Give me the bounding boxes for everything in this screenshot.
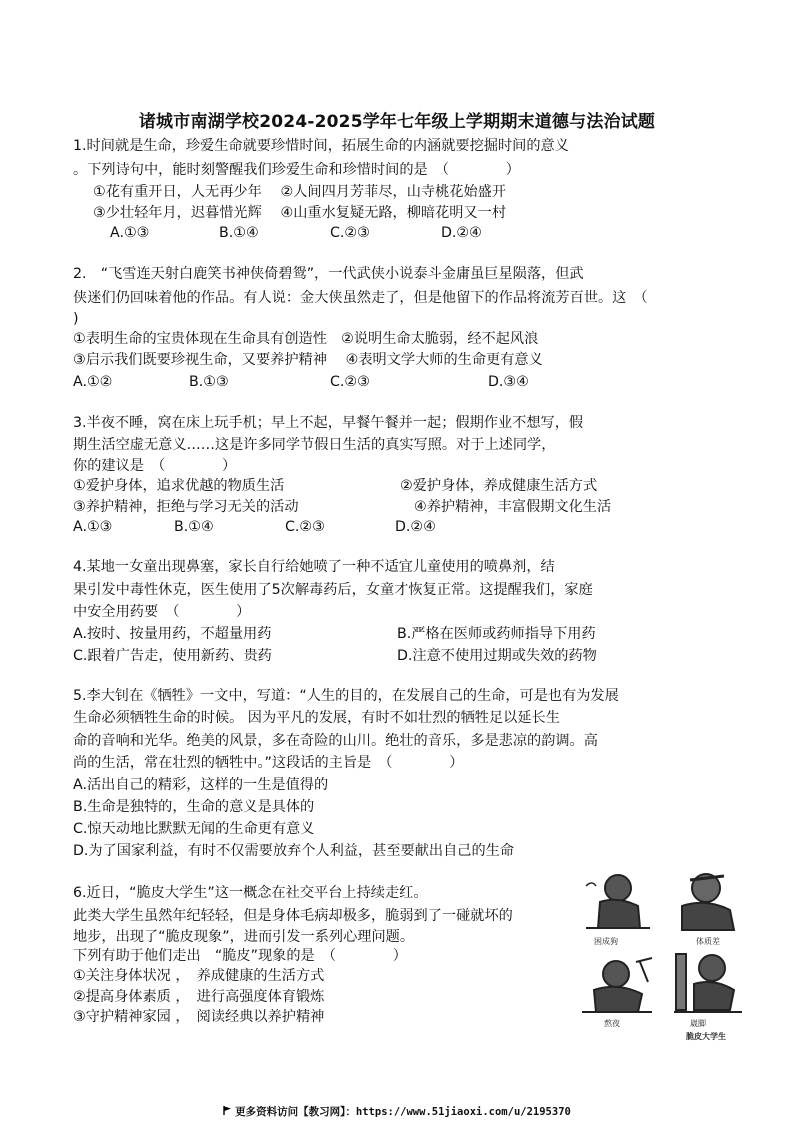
q3-option-4: ④养护精神，丰富假期文化生活 — [414, 499, 612, 515]
q2-stem-line-2: 侠迷们仍回味着他的作品。有人说：金大侠虽然走了，但是他留下的作品将流芳百世。这 （ — [73, 290, 648, 306]
q1-choice-c: C.②③ — [330, 225, 370, 241]
q2-options-1-2: ①表明生命的宝贵体现在生命具有创造性 ②说明生命太脆弱，经不起风浪 — [73, 331, 539, 347]
q3-stem-line-3: 你的建议是 （ ） — [73, 458, 237, 474]
q3-stem-line-2: 期生活空虚无意义……这是许多同学节假日生活的真实写照。对于上述同学， — [73, 437, 556, 453]
cartoon-caption-1: 困成狗 — [594, 937, 618, 946]
q3-choice-c: C.②③ — [285, 519, 325, 535]
q5-stem-line-2: 生命必须牺牲生命的时候。 因为平凡的发展，有时不如壮烈的牺牲足以延长生 — [73, 710, 560, 726]
q6-stem-line-2: 此类大学生虽然年纪轻轻，但是身体毛病却极多，脆弱到了一碰就坏的 — [73, 908, 513, 924]
q1-options-3-4: ③少壮轻年月，迟暮惜光辉 ④山重水复疑无路，柳暗花明又一村 — [93, 205, 507, 221]
q1-choice-b: B.①④ — [219, 225, 259, 241]
q5-stem-line-3: 命的音响和光华。绝美的风景，多在奇险的山川。绝壮的音乐，多是悲凉的韵调。高 — [73, 733, 598, 749]
q4-stem-line-3: 中安全用药要 （ ） — [73, 604, 251, 620]
q3-stem-line-1: 3.半夜不睡，窝在床上玩手机；早上不起，早餐午餐并一起；假期作业不想写，假 — [73, 415, 584, 431]
q1-choice-a: A.①③ — [110, 225, 150, 241]
q2-choice-b: B.①③ — [189, 374, 229, 390]
q4-choice-a: A.按时、按量用药，不超量用药 — [73, 626, 272, 642]
q2-choice-a: A.①② — [73, 374, 113, 390]
q6-option-3: ③守护精神家园 ， 阅读经典以养护精神 — [73, 1009, 325, 1025]
q4-stem-line-2: 果引发中毒性休克，医生使用了5次解毒药后，女童才恢复正常。这提醒我们，家庭 — [73, 582, 593, 598]
q3-choice-b: B.①④ — [174, 519, 214, 535]
cartoon-caption-4: 崴脚 — [690, 1019, 706, 1028]
cartoon-caption-2: 体质差 — [696, 937, 720, 946]
q5-stem-line-4: 尚的生活，常在壮烈的牺牲中。”这段话的主旨是 （ ） — [73, 755, 464, 771]
sleepy-student-figure — [586, 875, 650, 928]
q5-stem-line-1: 5.李大钊在《牺牲》一文中，写道：“人生的目的，在发展自己的生命，可是也有为发展 — [73, 688, 619, 704]
q1-stem-line-2: 。下列诗句中，能时刻警醒我们珍爱生命和珍惜时间的是 （ ） — [73, 162, 520, 178]
q3-option-1: ①爱护身体，追求优越的物质生活 — [73, 478, 285, 494]
q4-choice-c: C.跟着广告走，使用新药、贵药 — [73, 648, 272, 664]
q3-choice-a: A.①③ — [73, 519, 113, 535]
weak-student-figure — [682, 874, 734, 930]
q2-options-3-4: ③启示我们既要珍视生命，又要养护精神 ④表明文学大师的生命更有意义 — [73, 352, 543, 368]
footer-text: 更多资料访问【教习网】：https://www.51jiaoxi.com/u/2195370 — [235, 1106, 571, 1118]
footer-link[interactable] — [0, 1104, 794, 1119]
q5-choice-d: D.为了国家利益，有时不仅需要放弃个人利益，甚至要献出自己的生命 — [73, 843, 515, 859]
q6-stem-line-4: 下列有助于他们走出 “脆皮”现象的是 （ ） — [73, 948, 407, 964]
page-title: 诸城市南湖学校2024-2025学年七年级上学期期末道德与法治试题 — [138, 112, 656, 132]
q4-choice-d: D.注意不使用过期或失效的药物 — [397, 648, 597, 664]
late-night-student-figure — [582, 958, 652, 1012]
q5-choice-b: B.生命是独特的，生命的意义是具体的 — [73, 799, 315, 815]
cartoon-caption-3: 熬夜 — [604, 1019, 620, 1028]
flag-icon — [223, 1106, 232, 1115]
q5-choice-a: A.活出自己的精彩，这样的一生是值得的 — [73, 777, 329, 793]
q2-choice-c: C.②③ — [330, 374, 370, 390]
q1-stem-line-1: 1.时间就是生命，珍爱生命就要珍惜时间，拓展生命的内涵就要挖掘时间的意义 — [73, 138, 569, 154]
q6-stem-line-3: 地步，出现了“脆皮现象”，进而引发一系列心理问题。 — [73, 929, 415, 945]
q3-choice-d: D.②④ — [395, 519, 436, 535]
cartoon-title: 脆皮大学生 — [686, 1032, 726, 1041]
q2-stem-line-1: 2. “飞雪连天射白鹿笑书神侠倚碧鸳”，一代武侠小说泰斗金庸虽巨星陨落，但武 — [73, 266, 584, 282]
q6-option-1: ①关注身体状况 ， 养成健康的生活方式 — [73, 968, 325, 984]
q5-choice-c: C.惊天动地比默默无闻的生命更有意义 — [73, 821, 315, 837]
q2-choice-d: D.③④ — [488, 374, 529, 390]
q6-option-2: ②提高身体素质 ， 进行高强度体育锻炼 — [73, 989, 325, 1005]
q4-stem-line-1: 4.某地一女童出现鼻塞，家长自行给她喷了一种不适宜儿童使用的喷鼻剂，结 — [73, 559, 555, 575]
q1-options-1-2: ①花有重开日，人无再少年 ②人间四月芳菲尽，山寺桃花始盛开 — [93, 184, 507, 200]
q1-choice-d: D.②④ — [441, 225, 482, 241]
q4-choice-b: B.严格在医师或药师指导下用药 — [397, 626, 596, 642]
q6-stem-line-1: 6.近日，“脆皮大学生”这一概念在社交平台上持续走红。 — [73, 885, 428, 901]
q2-stem-line-3: ) — [73, 311, 79, 327]
injured-student-figure — [674, 954, 742, 1012]
q3-option-3: ③养护精神，拒绝与学习无关的活动 — [73, 499, 299, 515]
fragile-student-cartoon — [578, 866, 748, 1042]
q3-option-2: ②爱护身体，养成健康生活方式 — [400, 478, 598, 494]
